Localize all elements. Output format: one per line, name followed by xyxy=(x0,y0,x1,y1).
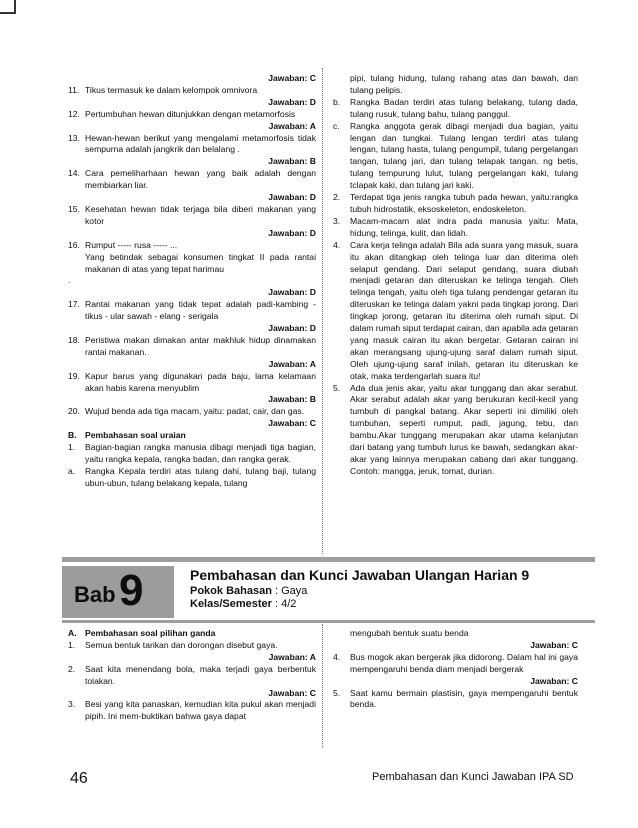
item-text: Rangka Badan terdiri atas tulang belakang, tulang dada, tulang rusuk, tulang bahu, tulang panggul. xyxy=(350,96,578,119)
item-number: 18. xyxy=(68,334,80,345)
question-item xyxy=(333,192,578,216)
chapter-number: 9 xyxy=(119,566,144,615)
chapter-band-bottom xyxy=(62,620,595,623)
right-column-top xyxy=(333,73,578,478)
question-item xyxy=(333,216,578,240)
answer-key: Jawaban: D xyxy=(268,287,316,298)
question-item xyxy=(68,406,316,418)
item-number: 2. xyxy=(68,663,76,674)
item-number: 19. xyxy=(68,370,80,381)
question-item xyxy=(68,168,316,192)
item-text: Terdapat tiga jenis rangka tubuh pada hewan, yaitu:rangka tubuh hidrostatik, eksoskeleton, endoskeleton. xyxy=(350,192,578,214)
item-number: 1. xyxy=(68,639,76,650)
item-number: 3. xyxy=(68,699,76,710)
answer-key: Jawaban: C xyxy=(268,687,316,698)
column-divider xyxy=(322,624,324,748)
item-text: Besi yang kita panaskan, kemudian kita pukul akan menjadi pipih. Ini mem-buktikan bahwa gaya dapat xyxy=(85,699,316,722)
item-text: Rangka Kepala terdiri atas tulang dahi, tulang baji, tulang ubun-ubun, tulang belakang kepala, tulang xyxy=(85,465,316,488)
item-text: Bagian-bagian rangka manusia dibagi menjadi tiga bagian, yaitu rangka kepala, rangka badan, dan rangka gerak. xyxy=(85,442,316,464)
item-number: 13. xyxy=(68,132,80,143)
continued-text: Yang betindak sebagai konsumen tingkat II pada rantai makanan di atas yang tepat harimau xyxy=(85,251,316,274)
answer-key: Jawaban: D xyxy=(268,96,316,107)
left-column-top xyxy=(68,73,316,490)
plain-text: . xyxy=(68,275,71,286)
item-text: Saat kita menendang bola, maka terjadi gaya berbentuk tolakan. xyxy=(85,663,316,686)
question-item xyxy=(68,335,316,359)
answer-key: Jawaban: C xyxy=(530,675,578,686)
page-number: 46 xyxy=(70,770,88,787)
right-column-bottom xyxy=(333,628,578,711)
question-item xyxy=(68,640,316,652)
question-item xyxy=(333,240,578,383)
item-text: Macam-macam alat indra pada manusia yaitu: Mata, hidung, telinga, kulit, dan lidah. xyxy=(350,215,578,238)
item-text: Tikus termasuk ke dalam kelompok omnivora xyxy=(85,84,258,95)
item-text: Ada dua jenis akar, yaitu akar tunggang dan akar serabut. Akar serabut adalah akar yang berukuran kecil-kecil yang tumbuh di pangkal batang. Akar seperti ini dimiliki oleh tumbuhan, seperti rumput, padi, jagung, tebu, dan bambu.Akar tunggang merupakan akar utama kelanjutan dari batang yang tumbuh lurus ke bawah, sedangkan akar-akar yang lainnya merupakan cabang dari akar tunggang. Contoh: mangga, jeruk, tomat, durian. xyxy=(350,382,578,476)
item-number: A. xyxy=(68,628,77,638)
footer-title: Pembahasan dan Kunci Jawaban IPA SD xyxy=(372,771,574,783)
chapter-meta xyxy=(190,585,307,611)
item-number: 20. xyxy=(68,406,80,417)
question-item xyxy=(68,299,316,323)
question-item xyxy=(68,85,316,97)
chapter-band-top xyxy=(62,557,595,562)
item-text: Rantai makanan yang tidak tepat adalah padi-kambing - tikus - ular sawah - elang - serigala xyxy=(85,299,316,322)
item-text: Rangka anggota gerak dibagi menjadi dua bagian, yaitu lengan dan tungkai. Tulang lengan terdiri atas tulang lengan, tulang hasta, tulang pengumpil, tulang pergelangan tangan, tulang jari, dan tulang telapak tangan. ng betis, tulang tempurung lulut, tulang pergelangan kaki, tulang tclapak kaki, dan tulang jari kaki. xyxy=(350,120,578,191)
answer-key: Jawaban: B xyxy=(268,156,316,167)
answer-key: Jawaban: A xyxy=(268,120,316,131)
item-number: 16. xyxy=(68,239,80,250)
item-number: c. xyxy=(333,120,340,131)
item-text: Bus mogok akan bergerak jika didorong. Dalam hal ini gaya mempengaruhi benda diam menjadi bergerak xyxy=(350,651,578,674)
item-number: 5. xyxy=(333,382,341,393)
question-item xyxy=(68,204,316,228)
item-number: a. xyxy=(68,465,76,476)
item-text: Semua bentuk tarikan dan dorongan disebut gaya. xyxy=(85,639,278,650)
item-number: 2. xyxy=(333,192,341,203)
answer-key: Jawaban: B xyxy=(268,394,316,405)
item-text: Hewan-hewan berikut yang mengalami metamorfosis tidak sempurna adalah jangkrik dan belalang . xyxy=(85,132,316,155)
crop-mark xyxy=(0,0,16,14)
answer-key: Jawaban: C xyxy=(268,418,316,429)
item-number: 4. xyxy=(333,651,341,662)
item-text: Kesehatan hewan tidak terjaga bila diberi makanan yang kotor xyxy=(85,203,316,226)
pokok-value: : Gaya xyxy=(275,585,308,597)
kelas-value: : 4/2 xyxy=(275,598,297,610)
item-number: 17. xyxy=(68,299,80,310)
question-item xyxy=(68,664,316,688)
item-text: Pembahasan soal uraian xyxy=(85,430,186,441)
question-item xyxy=(333,652,578,676)
question-item xyxy=(68,240,316,252)
answer-key: Jawaban: A xyxy=(268,358,316,369)
item-number: 1. xyxy=(68,442,76,453)
question-item xyxy=(68,133,316,157)
question-item xyxy=(68,699,316,723)
item-number: 14. xyxy=(68,168,80,179)
answer-key: Jawaban: C xyxy=(530,639,578,650)
answer-key: Jawaban: D xyxy=(268,192,316,203)
answer-key: Jawaban: C xyxy=(268,73,316,83)
item-text: Saat kamu bermain plastisin, gaya mempengaruhi bentuk benda. xyxy=(350,687,578,710)
item-text: Pembahasan soal pilihan ganda xyxy=(85,628,216,638)
question-item xyxy=(333,97,578,121)
item-number: B. xyxy=(68,430,77,441)
section-heading xyxy=(68,430,316,442)
question-item xyxy=(68,371,316,395)
item-text: Kapur barus yang digunakan pada baju, lama kelamaan akan habis karena menyublim xyxy=(85,370,316,393)
question-item xyxy=(333,383,578,478)
kelas-label: Kelas/Semester xyxy=(190,598,272,610)
answer-key: Jawaban: A xyxy=(268,651,316,662)
chapter-title: Pembahasan dan Kunci Jawaban Ulangan Harian 9 xyxy=(190,567,530,583)
section-heading xyxy=(68,628,316,640)
item-number: 11. xyxy=(68,84,80,95)
item-number: 5. xyxy=(333,687,341,698)
item-number: 12. xyxy=(68,108,80,119)
answer-key: Jawaban: D xyxy=(268,227,316,238)
column-divider xyxy=(322,68,324,554)
question-item xyxy=(68,466,316,490)
continued-text: mengubah bentuk suatu benda xyxy=(350,628,469,638)
chapter-badge xyxy=(62,566,174,618)
item-text: Peristiwa makan dimakan antar makhluk hidup dinamakan rantai makanan. xyxy=(85,334,316,357)
item-text: Pertumbuhan hewan ditunjukkan dengan metamorfosis xyxy=(85,108,296,119)
item-number: 15. xyxy=(68,203,80,214)
question-item xyxy=(333,688,578,712)
item-text: Cara kerja telinga adalah Bila ada suara yang masuk, suara itu akan ditangkap oleh telinga luar dan diterima oleh selaput gendang. Dari selaput gendang, suara diubah menjadi getaran dan diteruskan ke telinga tengah. Oleh telinga tengah, yaitu oleh tiga tulang pendengar getaran itu diteruskan ke telinga dalam yakni pada tingkap jorong. Dari tingkap jorong, getaran itu diterima oleh rumah siput. Di dalam rumah siput terdapat cairan, dan apabila ada getaran yang masuk cairan itu akan bergetar. Getaran cairan ini akan merangsang ujung-ujung saraf dalam rumah siput. Oleh ujung-ujung saraf inilah, getaran itu diteruskan ke otak, maka terdengarlah suara itu! xyxy=(350,239,578,381)
item-text: Rumput ----- rusa ----- ... xyxy=(85,239,178,250)
question-item xyxy=(68,442,316,466)
item-number: 4. xyxy=(333,239,341,250)
question-item xyxy=(68,109,316,121)
continued-text: pipi, tulang hidung, tulang rahang atas dan bawah, dan tulang pelipis. xyxy=(350,73,578,95)
item-text: Wujud benda ada tiga macam, yaitu: padat, cair, dan gas. xyxy=(85,406,305,417)
question-item xyxy=(333,121,578,192)
pokok-label: Pokok Bahasan xyxy=(190,585,272,597)
item-text: Cara pemeliharhaan hewan yang baik adalah dengan membiarkan liar. xyxy=(85,168,316,191)
chapter-label: Bab xyxy=(74,582,116,607)
item-number: b. xyxy=(333,96,341,107)
answer-key: Jawaban: D xyxy=(268,323,316,334)
item-number: 3. xyxy=(333,215,341,226)
left-column-bottom xyxy=(68,628,316,723)
